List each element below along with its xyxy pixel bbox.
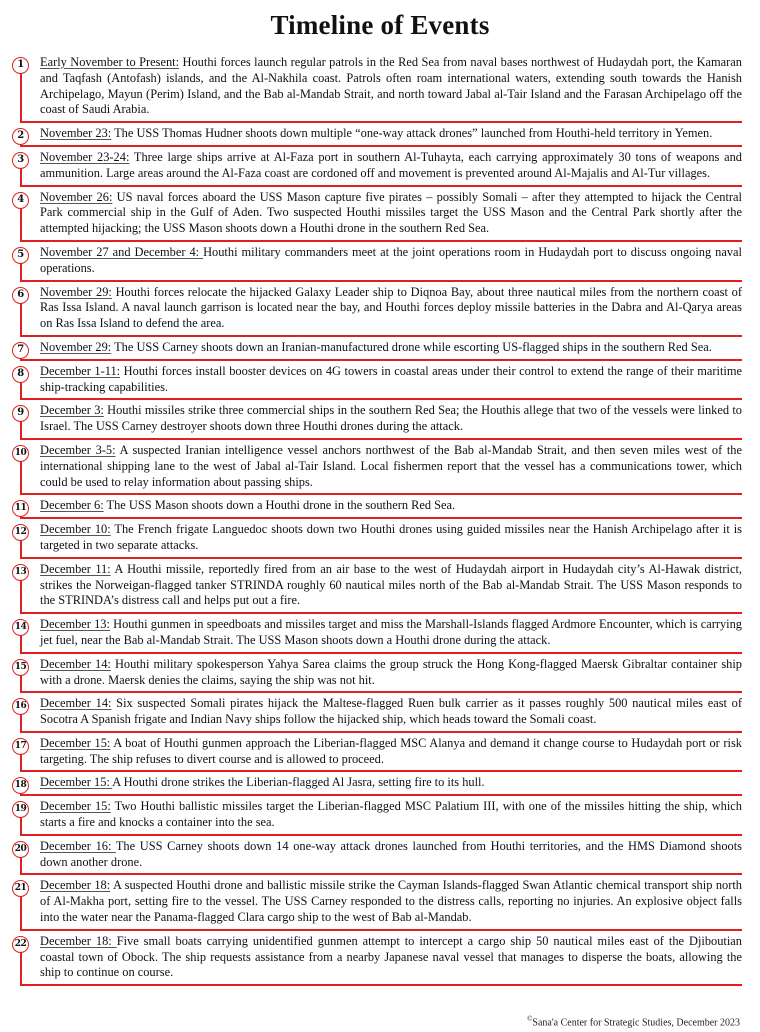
timeline-entry-20 — [0, 836, 760, 876]
footer-text: Sana'a Center for Strategic Studies, December 2023 — [532, 1017, 740, 1028]
entry-number-badge: 11 — [12, 500, 29, 517]
entry-body — [40, 614, 742, 654]
timeline-connector — [20, 460, 22, 495]
timeline-connector — [20, 895, 22, 930]
entry-date: December 6: — [40, 498, 104, 513]
timeline-entry-21 — [0, 875, 760, 930]
entry-date: Early November to Present: — [40, 55, 180, 69]
entry-number-badge: 9 — [12, 405, 29, 422]
entry-date: December 16: — [40, 838, 116, 853]
timeline-entry-19 — [0, 796, 760, 836]
timeline-connector — [20, 951, 22, 986]
entry-body — [40, 52, 742, 123]
entry-date: November 23-24: — [40, 149, 130, 164]
entry-number-badge: 17 — [12, 738, 29, 755]
entry-number-badge: 15 — [12, 659, 29, 676]
entry-date: December 15: — [40, 799, 111, 814]
entry-number-badge: 3 — [12, 152, 29, 169]
entry-number-badge: 8 — [12, 366, 29, 383]
entry-date: December 14: — [40, 656, 111, 671]
entry-number-badge: 10 — [12, 445, 29, 462]
entry-text: Two Houthi ballistic missiles target the Liberian-flagged MSC Palatium III, with one of the missiles hitting the ship, which starts a fire and knocks a container into the sea. — [40, 799, 742, 830]
entry-date: November 29: — [40, 284, 112, 299]
timeline-connector — [20, 207, 22, 242]
entry-body — [40, 931, 742, 986]
entry-text: The USS Mason shoots down a Houthi drone in the southern Red Sea. — [103, 498, 456, 513]
entry-body — [40, 654, 742, 694]
timeline-entry-6 — [0, 282, 760, 337]
entry-text: A suspected Iranian intelligence vessel anchors northwest of the Bab al-Mandab Strait, and then seven miles west of the international shipping lane to the west of Jabal al-Tair Island. Local fishermen report that the vessel has a communications tower, which could be used to relay information about passing ships. — [40, 442, 743, 489]
entry-date: December 15: — [40, 735, 111, 750]
timeline-entry-8 — [0, 361, 760, 401]
entry-text: A Houthi missile, reportedly fired from an air base to the west of Hudaydah airport in Hudaydah city’s Al-Hawak district, strikes the Norweigan-flagged tanker STRINDA roughly 60 nautical miles north of the Bab al-Mandab Strait. The USS Mason responds to the STRINDA’s distress call and helps put out a fire. — [40, 561, 742, 608]
entry-text: Houthi forces relocate the hijacked Galaxy Leader ship to Diqnoa Bay, about three nautical miles from the northern coast of Ras Issa Island. A naval launch garrison is located near the bay, and Houthi forces deploy missile batteries in the Dabra and Al-Qarya areas on Ras Issa Island to defend the area. — [40, 284, 742, 331]
entry-date: November 27 and December 4: — [40, 244, 204, 259]
entry-number-badge: 6 — [12, 287, 29, 304]
entry-date: December 10: — [40, 522, 111, 537]
timeline-connector — [20, 579, 22, 614]
entry-date: December 1-11: — [40, 363, 121, 378]
entry-body — [40, 495, 742, 519]
entry-divider — [20, 984, 742, 986]
timeline-entry-15 — [0, 654, 760, 694]
entry-body — [40, 282, 742, 337]
timeline-connector — [20, 72, 22, 123]
timeline-entry-1 — [0, 52, 760, 123]
page-title: Timeline of Events — [270, 10, 490, 40]
entry-date: November 26: — [40, 189, 113, 204]
entry-body — [40, 796, 742, 836]
entry-number-badge: 1 — [12, 57, 29, 74]
timeline-entry-17 — [0, 733, 760, 773]
timeline-entry-3 — [0, 147, 760, 187]
entry-body — [40, 836, 742, 876]
entry-body — [40, 337, 742, 361]
entry-date: December 18: — [40, 878, 111, 893]
entry-text: The USS Carney shoots down 14 one-way attack drones launched from Houthi territories, and the HMS Diamond shoots down another drone. — [40, 838, 742, 869]
entry-date: November 29: — [40, 339, 112, 354]
entry-number-badge: 2 — [12, 128, 29, 145]
entry-number-badge: 22 — [12, 936, 29, 953]
timeline-entry-11 — [0, 495, 760, 519]
entry-text: A boat of Houthi gunmen approach the Liberian-flagged MSC Alanya and demand it change course to Hudaydah port or risk targeting. The ship refuses to divert course and is allowed to proceed. — [40, 735, 743, 766]
timeline — [0, 52, 760, 986]
timeline-entry-13 — [0, 559, 760, 614]
entry-body — [40, 519, 742, 559]
entry-date: December 13: — [40, 617, 110, 632]
entry-text: Six suspected Somali pirates hijack the Maltese-flagged Ruen bulk carrier as it passes roughly 500 nautical miles east of Socotra A Spanish frigate and Indian Navy ships follow the hijacked ship, which heads toward the Somali coast. — [40, 696, 742, 727]
entry-body — [40, 559, 742, 614]
entry-body — [40, 875, 742, 930]
entry-body — [40, 147, 742, 187]
timeline-entry-9 — [0, 400, 760, 440]
entry-number-badge: 7 — [12, 342, 29, 359]
entry-text: The USS Carney shoots down an Iranian-manufactured drone while escorting US-flagged ships in the southern Red Sea. — [111, 339, 712, 354]
entry-body — [40, 187, 742, 242]
timeline-entry-18 — [0, 772, 760, 796]
entry-body — [40, 400, 742, 440]
entry-date: December 11: — [40, 561, 111, 576]
entry-text: A suspected Houthi drone and ballistic missile strike the Cayman Islands-flagged Swan Atlantic chemical transport ship north of Al-Makha port, setting fire to the vessel. The USS Carney responded to the distress calls, reporting no injuries. An explosive object falls into the water near the Panama-flagged Clara cargo ship to the west of Bab al-Mandab. — [40, 878, 742, 925]
entry-date: December 14: — [40, 696, 112, 711]
entry-text: Three large ships arrive at Al-Faza port in southern Al-Tuhayta, each carrying approximately 30 tons of weapons and ammunition. Large areas around the Al-Faza coast are cordoned off and movement is prevented around Al-Majalis and Al-Tur villages. — [40, 149, 742, 180]
timeline-entry-2 — [0, 123, 760, 147]
entry-text: Houthi forces launch regular patrols in the Red Sea from naval bases northwest of Hudaydah port, the Kamaran and Taqfash (Antofash) islands, and the Al-Nakhila coast. Patrols often roam international waters, extending south towards the Hanish Archipelago, Mayun (Perim) Island, and the Bab al-Mandab Strait, and north toward Jabal al-Tair Island and the Farasan Archipelago off the coast of Saudi Arabia. — [40, 55, 743, 117]
entry-text: Houthi forces install booster devices on 4G towers in coastal areas under their control to extend the range of their maritime ship-tracking capabilities. — [40, 363, 742, 394]
timeline-entry-7 — [0, 337, 760, 361]
entry-number-badge: 5 — [12, 247, 29, 264]
entry-body — [40, 693, 742, 733]
entry-date: December 18: — [40, 933, 117, 948]
timeline-entry-22 — [0, 931, 760, 986]
timeline-entry-4 — [0, 187, 760, 242]
entry-text: US naval forces aboard the USS Mason capture five pirates – possibly Somali – after they attempted to hijack the Central Park commercial ship in the Gulf of Aden. Two suspected Houthi missiles target the USS Mason and the Central Park shortly after the attempted hijacking; the USS Mason shoots down a Houthi drone in the southern Red Sea. — [40, 189, 742, 236]
entry-number-badge: 4 — [12, 192, 29, 209]
copyright-symbol: © — [527, 1014, 533, 1023]
timeline-entry-16 — [0, 693, 760, 733]
entry-date: November 23: — [40, 126, 112, 141]
entry-number-badge: 21 — [12, 880, 29, 897]
entry-number-badge: 19 — [12, 801, 29, 818]
entry-date: December 15: — [40, 775, 113, 790]
timeline-entry-14 — [0, 614, 760, 654]
entry-date: December 3-5: — [40, 442, 116, 457]
entry-number-badge: 16 — [12, 698, 29, 715]
copyright-footer — [527, 1015, 740, 1028]
timeline-entry-12 — [0, 519, 760, 559]
entry-text: The USS Thomas Hudner shoots down multiple “one-way attack drones” launched from Houthi-held territory in Yemen. — [111, 126, 713, 141]
entry-body — [40, 772, 742, 796]
entry-text: Houthi gunmen in speedboats and missiles target and miss the Marshall-Islands flagged Ardmore Encounter, which is carrying jet fuel, near the Bab al-Mandab Strait. The USS Mason shoots down a Houthi drone during the attack. — [40, 617, 742, 647]
entry-body — [40, 123, 742, 147]
entry-body — [40, 440, 742, 495]
entry-text: The French frigate Languedoc shoots down two Houthi drones using guided missiles near the Hanish Archipelago after it is targeted in two separate attacks. — [40, 522, 743, 552]
entry-date: December 3: — [40, 403, 104, 418]
entry-number-badge: 13 — [12, 564, 29, 581]
entry-text: Houthi military spokesperson Yahya Sarea claims the group struck the Hong Kong-flagged Maersk Gibraltar container ship with a drone. Maersk denies the claims, saying the ship was not hit. — [40, 656, 742, 687]
timeline-entry-10 — [0, 440, 760, 495]
entry-body — [40, 242, 742, 282]
entry-body — [40, 733, 742, 773]
entry-body — [40, 361, 742, 401]
entry-number-badge: 18 — [12, 777, 29, 794]
timeline-entry-5 — [0, 242, 760, 282]
timeline-connector — [20, 302, 22, 337]
entry-number-badge: 20 — [12, 841, 29, 858]
entry-number-badge: 14 — [12, 619, 29, 636]
entry-text: Houthi missiles strike three commercial ships in the southern Red Sea; the Houthis allege that two of the vessels were linked to Israel. The USS Carney destroyer shoots down three Houthi drones during the attack. — [40, 403, 742, 434]
entry-text: Five small boats carrying unidentified gunmen attempt to intercept a cargo ship 50 nautical miles east of the Djiboutian coastal town of Obock. The ship requests assistance from a nearby Japanese naval vessel that manages to disperse the boats, allowing the ship to continue on course. — [40, 933, 742, 980]
entry-text: Houthi military commanders meet at the joint operations room in Hudaydah port to discuss ongoing naval operations. — [40, 244, 742, 275]
entry-number-badge: 12 — [12, 524, 29, 541]
entry-text: A Houthi drone strikes the Liberian-flagged Al Jasra, setting fire to its hull. — [112, 775, 485, 790]
